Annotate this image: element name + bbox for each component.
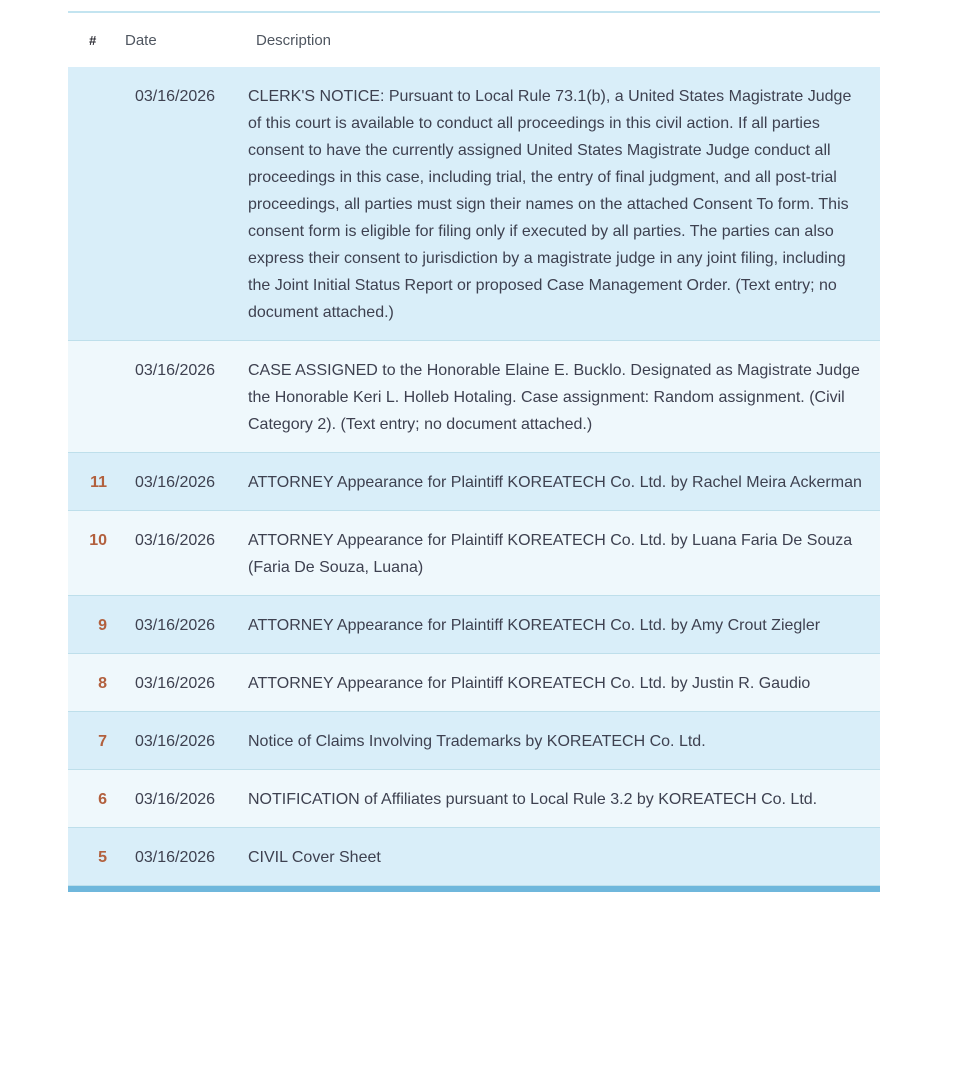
column-header-description: Description	[256, 31, 332, 49]
docket-entry-date: 03/16/2026	[135, 849, 216, 866]
docket-entry-description: NOTIFICATION of Affiliates pursuant to Local Rule 3.2 by KOREATECH Co. Ltd.	[248, 791, 818, 808]
column-header-date: Date	[125, 31, 157, 49]
table-header-row	[68, 13, 880, 67]
docket-entry-number-link[interactable]: 11	[90, 474, 107, 491]
docket-entry-date: 03/16/2026	[135, 532, 216, 549]
docket-entry-date: 03/16/2026	[135, 617, 216, 634]
docket-row	[68, 828, 880, 886]
docket-entry-number-link	[68, 357, 117, 438]
docket-entry-description: ATTORNEY Appearance for Plaintiff KOREATECH Co. Ltd. by Justin R. Gaudio	[248, 675, 811, 692]
table-body	[68, 67, 880, 886]
docket-row	[68, 654, 880, 712]
docket-entry-description: CIVIL Cover Sheet	[248, 849, 381, 866]
docket-entry-date: 03/16/2026	[135, 791, 216, 808]
docket-row	[68, 67, 880, 341]
docket-entry-number-link[interactable]: 8	[98, 675, 107, 692]
docket-row	[68, 341, 880, 453]
docket-table	[68, 11, 880, 892]
docket-entry-number-link[interactable]: 7	[98, 733, 107, 750]
docket-entry-date: 03/16/2026	[135, 733, 216, 750]
docket-entry-number-link[interactable]: 5	[98, 849, 107, 866]
docket-row	[68, 712, 880, 770]
docket-entry-description: ATTORNEY Appearance for Plaintiff KOREATECH Co. Ltd. by Rachel Meira Ackerman	[248, 474, 862, 491]
docket-entry-number-link	[68, 83, 117, 326]
docket-entry-description: CASE ASSIGNED to the Honorable Elaine E. Bucklo. Designated as Magistrate Judge the Honorable Keri L. Holleb Hotaling. Case assignment: Random assignment. (Civil Category 2). (Text entry; no document attached.)	[248, 362, 860, 433]
docket-row	[68, 511, 880, 596]
docket-entry-date: 03/16/2026	[135, 675, 216, 692]
docket-entry-date: 03/16/2026	[135, 88, 216, 105]
docket-entry-date: 03/16/2026	[135, 362, 216, 379]
column-header-number: #	[88, 32, 97, 48]
docket-entry-description: CLERK'S NOTICE: Pursuant to Local Rule 73.1(b), a United States Magistrate Judge of this court is available to conduct all proceedings in this civil action. If all parties consent to have the currently assigned United States Magistrate Judge conduct all proceedings in this case, including trial, the entry of final judgment, and all post-trial proceedings, all parties must sign their names on the attached Consent To form. This consent form is eligible for filing only if executed by all parties. The parties can also express their consent to jurisdiction by a magistrate judge in any joint filing, including the Joint Initial Status Report or proposed Case Management Order. (Text entry; no document attached.)	[248, 88, 852, 321]
docket-entry-description: Notice of Claims Involving Trademarks by KOREATECH Co. Ltd.	[248, 733, 706, 750]
docket-row	[68, 596, 880, 654]
docket-entry-description: ATTORNEY Appearance for Plaintiff KOREATECH Co. Ltd. by Amy Crout Ziegler	[248, 617, 821, 634]
docket-row	[68, 453, 880, 511]
docket-entry-number-link[interactable]: 6	[98, 791, 107, 808]
docket-entry-description: ATTORNEY Appearance for Plaintiff KOREATECH Co. Ltd. by Luana Faria De Souza (Faria De Souza, Luana)	[248, 532, 853, 576]
docket-entry-date: 03/16/2026	[135, 474, 216, 491]
table-bottom-strip	[68, 886, 880, 892]
docket-entry-number-link[interactable]: 10	[89, 532, 107, 549]
docket-row	[68, 770, 880, 828]
docket-entry-number-link[interactable]: 9	[98, 617, 107, 634]
